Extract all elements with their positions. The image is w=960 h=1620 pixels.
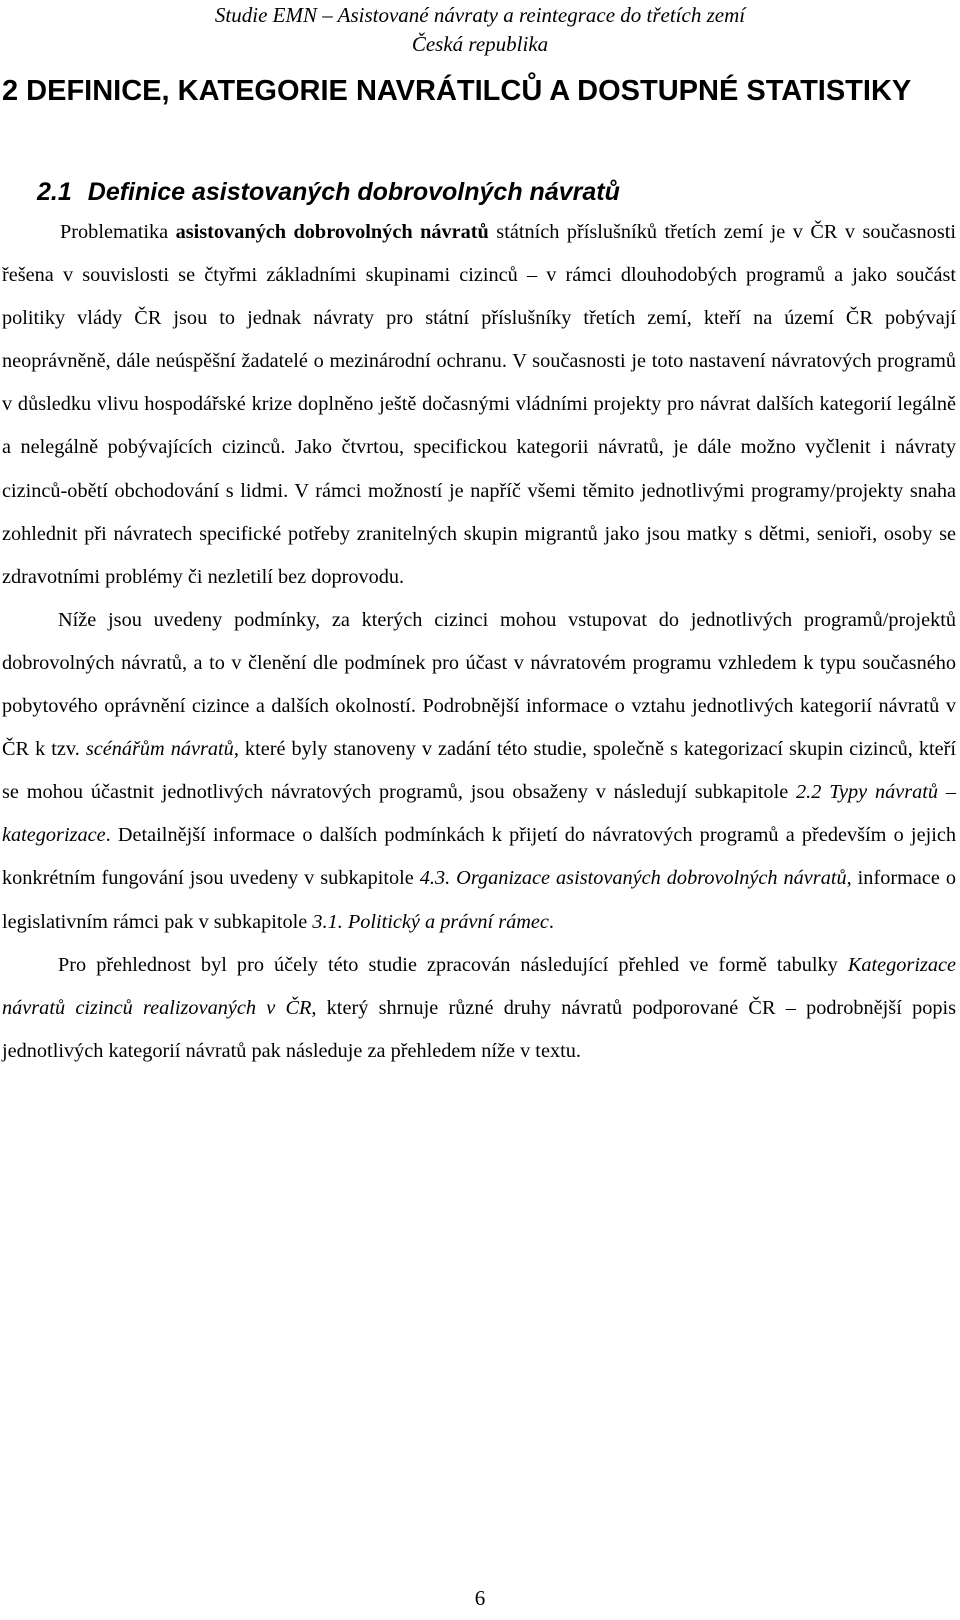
running-header xyxy=(0,0,960,59)
paragraph-2-text-e: . xyxy=(548,910,554,933)
section-number: 2.1 xyxy=(37,178,72,206)
paragraph-3 xyxy=(2,944,956,1073)
paragraph-2-italic-ref-3-1: 3.1. Politický a právní rámec xyxy=(312,910,549,933)
paragraph-2-italic-ref-2-2: 2.2 Typy návratů – kategorizace xyxy=(2,781,956,847)
running-header-study-title: Studie EMN – Asistované návraty a reintegrace do třetích zemí xyxy=(214,3,746,27)
paragraph-2-italic-scenarios: scénářům návratů xyxy=(85,738,234,761)
body-text xyxy=(2,211,956,1073)
paragraph-3-text-a: Pro přehlednost byl pro účely této studie zpracován následující přehled ve formě tabulky xyxy=(58,953,848,976)
chapter-heading: 2 DEFINICE, KATEGORIE NAVRÁTILCŮ A DOSTUPNÉ STATISTIKY xyxy=(2,75,912,107)
paragraph-3-text-b: , který shrnuje různé druhy návratů podporované ČR – podrobnější popis jednotlivých kategorií návratů pak následuje za přehledem níže v textu. xyxy=(2,996,957,1062)
section-title: Definice asistovaných dobrovolných návratů xyxy=(87,178,620,206)
page-number: 6 xyxy=(474,1586,486,1610)
paragraph-1-bold-term: asistovaných dobrovolných návratů xyxy=(175,221,489,243)
paragraph-1 xyxy=(2,211,956,599)
paragraph-2-text-c: . Detailnější informace o dalších podmínkách k přijetí do návratových programů a především o jejich konkrétním fungování jsou uvedeny v subkapitole xyxy=(2,824,956,890)
paragraph-1-text-a: Problematika xyxy=(60,221,176,243)
paragraph-1-text-b: státních příslušníků třetích zemí je v ČR v současnosti řešena v souvislosti se čtyřmi základními skupinami cizinců – v rámci dlouhodobých programů a jako součást politiky vlády ČR jsou to jednak návraty pro státní příslušníky třetích zemí, kteří na území ČR pobývají neoprávněně, dále neúspěšní žadatelé o mezinárodní ochranu. V současnosti je toto nastavení návratových programů v důsledku vlivu hospodářské krize doplněno ještě dočasnými vládními projekty pro návrat dalších kategorií legálně a nelegálně pobývajících cizinců. Jako čtvrtou, specifickou kategorii návratů, je dále možno vyčlenit i návraty cizinců-obětí obchodování s lidmi. V rámci možností je napříč všemi těmito jednotlivými programy/projekty snaha zohlednit při návratech specifické potřeby zranitelných skupin migrantů jako jsou matky s dětmi, senioři, osoby se zdravotními problémy či nezletilí bez doprovodu. xyxy=(2,221,956,588)
running-header-country: Česká republika xyxy=(411,32,549,56)
paragraph-3-italic-table-title: Kategorizace návratů cizinců realizovaných v ČR xyxy=(2,953,956,1019)
section-heading xyxy=(37,176,620,208)
paragraph-2-text-b: , které byly stanoveny v zadání této studie, společně s kategorizací skupin cizinců, kteří se mohou účastnit jednotlivých návratových programů, jsou obsaženy v následují subkapitole xyxy=(2,738,956,804)
paragraph-2-italic-ref-4-3: 4.3. Organizace asistovaných dobrovolných návratů xyxy=(419,867,847,890)
paragraph-2 xyxy=(2,599,956,944)
paragraph-2-text-a: Níže jsou uvedeny podmínky, za kterých cizinci mohou vstupovat do jednotlivých programů/projektů dobrovolných návratů, a to v členění dle podmínek pro účast v návratovém programu vzhledem k typu současného pobytového oprávnění cizince a dalších okolností. Podrobnější informace o vztahu jednotlivých kategorií návratů v ČR k tzv. xyxy=(2,608,956,761)
paragraph-2-text-d: , informace o legislativním rámci pak v subkapitole xyxy=(2,867,956,933)
